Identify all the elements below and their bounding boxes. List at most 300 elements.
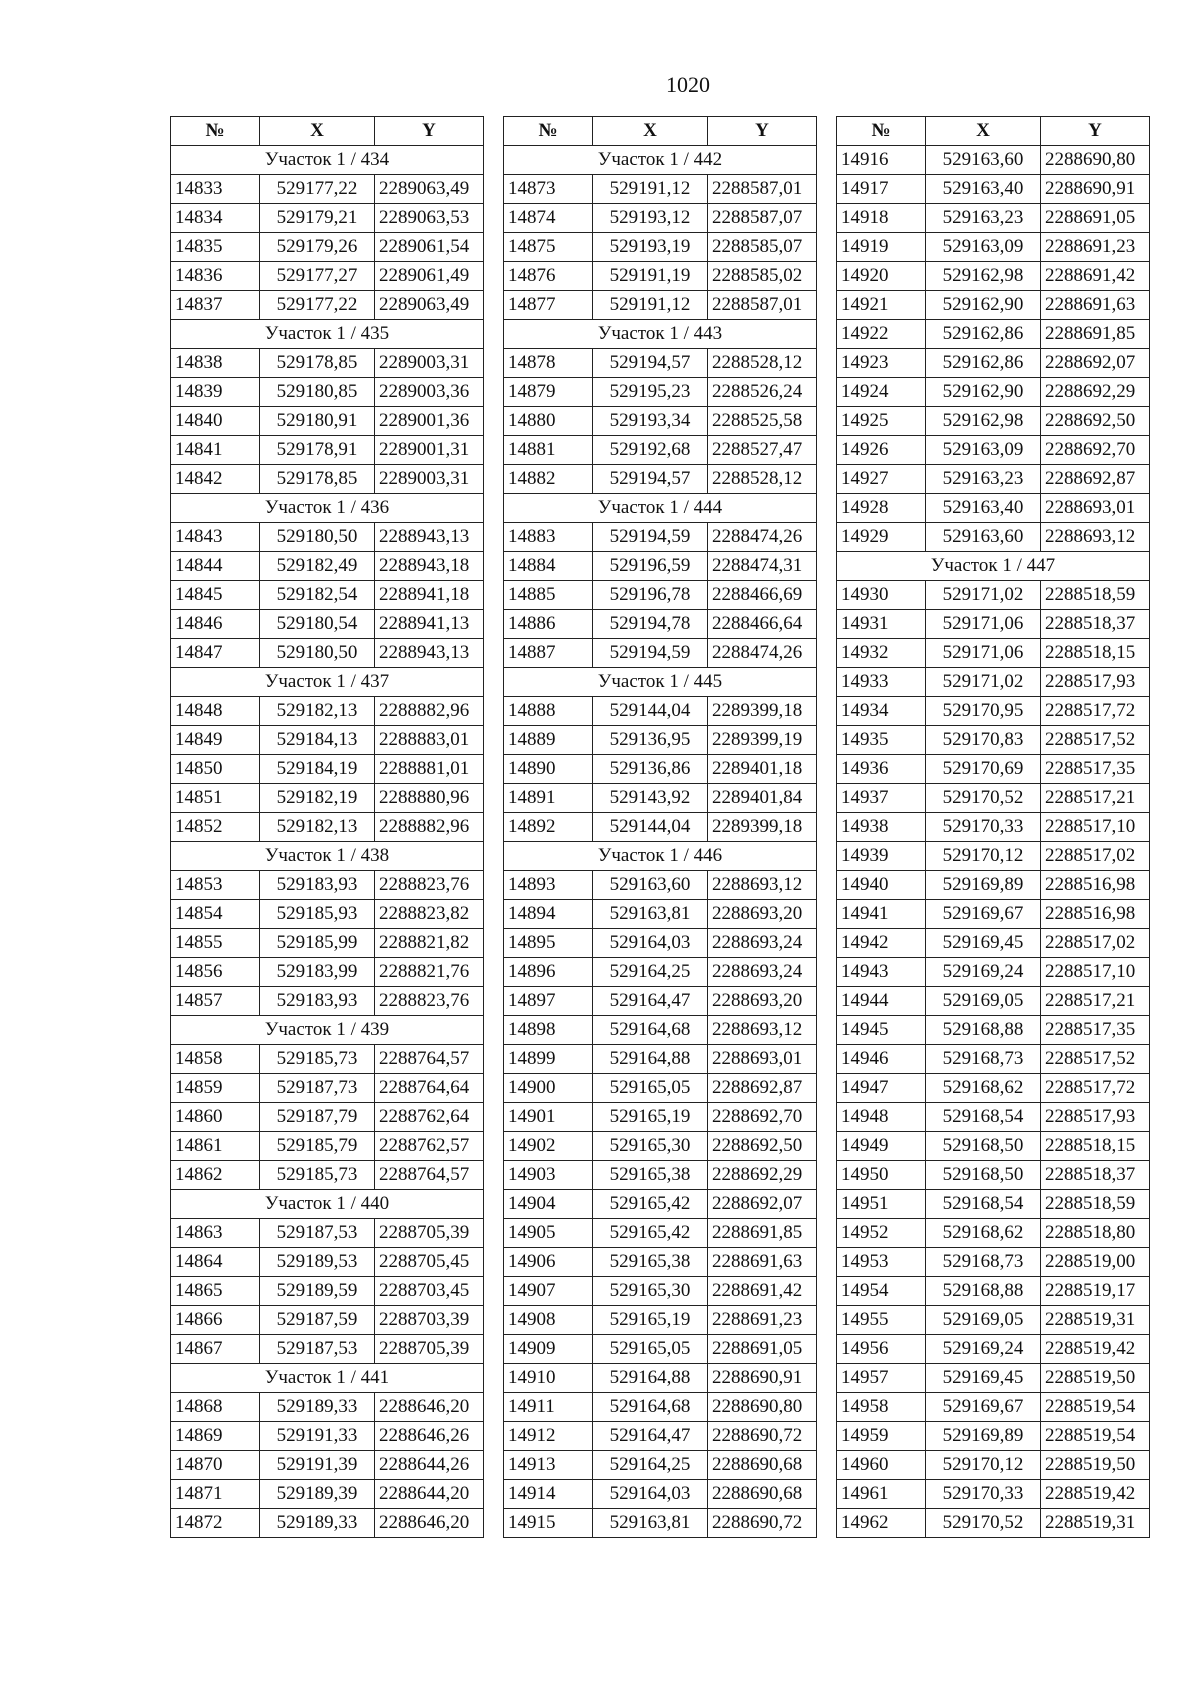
x-coordinate: 529169,05	[926, 987, 1041, 1016]
y-coordinate: 2288690,72	[708, 1422, 817, 1451]
x-coordinate: 529180,54	[260, 610, 375, 639]
x-coordinate: 529164,25	[593, 1451, 708, 1480]
point-number: 14897	[504, 987, 593, 1016]
x-coordinate: 529194,59	[593, 639, 708, 668]
table-row	[504, 1480, 817, 1509]
y-coordinate: 2289001,36	[375, 407, 484, 436]
y-coordinate: 2288690,80	[708, 1393, 817, 1422]
y-coordinate: 2288518,15	[1041, 639, 1150, 668]
section-title: Участок 1 / 434	[171, 146, 484, 175]
y-coordinate: 2288692,07	[708, 1190, 817, 1219]
section-row	[171, 146, 484, 175]
table-header-row	[504, 117, 817, 146]
x-coordinate: 529195,23	[593, 378, 708, 407]
table-row	[504, 813, 817, 842]
section-title: Участок 1 / 444	[504, 494, 817, 523]
y-coordinate: 2288519,54	[1041, 1393, 1150, 1422]
y-coordinate: 2288646,20	[375, 1509, 484, 1538]
x-coordinate: 529171,06	[926, 639, 1041, 668]
point-number: 14880	[504, 407, 593, 436]
y-coordinate: 2289003,31	[375, 349, 484, 378]
x-coordinate: 529182,13	[260, 697, 375, 726]
table-row	[171, 407, 484, 436]
x-coordinate: 529189,59	[260, 1277, 375, 1306]
table-row	[837, 1219, 1150, 1248]
x-coordinate: 529168,50	[926, 1132, 1041, 1161]
x-coordinate: 529196,59	[593, 552, 708, 581]
point-number: 14893	[504, 871, 593, 900]
y-coordinate: 2288692,87	[1041, 465, 1150, 494]
y-coordinate: 2288691,85	[708, 1219, 817, 1248]
x-coordinate: 529189,33	[260, 1393, 375, 1422]
y-coordinate: 2288941,18	[375, 581, 484, 610]
x-coordinate: 529194,59	[593, 523, 708, 552]
y-coordinate: 2288764,64	[375, 1074, 484, 1103]
point-number: 14939	[837, 842, 926, 871]
x-coordinate: 529169,89	[926, 871, 1041, 900]
section-title: Участок 1 / 436	[171, 494, 484, 523]
point-number: 14884	[504, 552, 593, 581]
y-coordinate: 2288517,21	[1041, 987, 1150, 1016]
table-row	[504, 1248, 817, 1277]
table-row	[837, 320, 1150, 349]
point-number: 14854	[171, 900, 260, 929]
point-number: 14875	[504, 233, 593, 262]
table-row	[504, 1103, 817, 1132]
point-number: 14905	[504, 1219, 593, 1248]
section-title: Участок 1 / 447	[837, 552, 1150, 581]
point-number: 14894	[504, 900, 593, 929]
table-header-row	[171, 117, 484, 146]
x-coordinate: 529180,91	[260, 407, 375, 436]
point-number: 14870	[171, 1451, 260, 1480]
point-number: 14876	[504, 262, 593, 291]
y-coordinate: 2288690,72	[708, 1509, 817, 1538]
y-coordinate: 2288519,50	[1041, 1451, 1150, 1480]
table-row	[171, 929, 484, 958]
table-row	[504, 1364, 817, 1393]
y-coordinate: 2288519,50	[1041, 1364, 1150, 1393]
x-coordinate: 529165,38	[593, 1161, 708, 1190]
y-coordinate: 2288941,13	[375, 610, 484, 639]
x-coordinate: 529163,60	[593, 871, 708, 900]
point-number: 14900	[504, 1074, 593, 1103]
table-row	[171, 726, 484, 755]
y-coordinate: 2288691,23	[1041, 233, 1150, 262]
y-coordinate: 2288762,64	[375, 1103, 484, 1132]
table-row	[171, 610, 484, 639]
point-number: 14859	[171, 1074, 260, 1103]
y-coordinate: 2288764,57	[375, 1045, 484, 1074]
point-number: 14918	[837, 204, 926, 233]
table-row	[171, 1335, 484, 1364]
y-coordinate: 2288519,00	[1041, 1248, 1150, 1277]
point-number: 14944	[837, 987, 926, 1016]
coordinates-table-1	[170, 116, 484, 1538]
y-coordinate: 2288705,45	[375, 1248, 484, 1277]
x-coordinate: 529185,79	[260, 1132, 375, 1161]
table-row	[504, 929, 817, 958]
table-row	[504, 610, 817, 639]
table-row	[837, 958, 1150, 987]
x-coordinate: 529164,03	[593, 929, 708, 958]
x-coordinate: 529165,30	[593, 1132, 708, 1161]
point-number: 14933	[837, 668, 926, 697]
point-number: 14883	[504, 523, 593, 552]
table-row	[171, 175, 484, 204]
point-number: 14873	[504, 175, 593, 204]
point-number: 14839	[171, 378, 260, 407]
point-number: 14912	[504, 1422, 593, 1451]
y-coordinate: 2288692,50	[1041, 407, 1150, 436]
table-row	[837, 1016, 1150, 1045]
section-row	[171, 1190, 484, 1219]
point-number: 14954	[837, 1277, 926, 1306]
point-number: 14843	[171, 523, 260, 552]
y-coordinate: 2288943,13	[375, 523, 484, 552]
point-number: 14940	[837, 871, 926, 900]
x-coordinate: 529196,78	[593, 581, 708, 610]
table-row	[504, 697, 817, 726]
table-row	[171, 987, 484, 1016]
table-row	[504, 784, 817, 813]
point-number: 14948	[837, 1103, 926, 1132]
y-coordinate: 2288690,68	[708, 1480, 817, 1509]
y-coordinate: 2288881,01	[375, 755, 484, 784]
point-number: 14845	[171, 581, 260, 610]
x-coordinate: 529168,54	[926, 1190, 1041, 1219]
y-coordinate: 2288690,91	[708, 1364, 817, 1393]
point-number: 14943	[837, 958, 926, 987]
table-row	[837, 407, 1150, 436]
point-number: 14892	[504, 813, 593, 842]
table-row	[504, 987, 817, 1016]
x-coordinate: 529163,40	[926, 175, 1041, 204]
section-title: Участок 1 / 440	[171, 1190, 484, 1219]
x-coordinate: 529191,12	[593, 175, 708, 204]
point-number: 14959	[837, 1422, 926, 1451]
x-coordinate: 529191,39	[260, 1451, 375, 1480]
y-coordinate: 2288519,54	[1041, 1422, 1150, 1451]
point-number: 14927	[837, 465, 926, 494]
y-coordinate: 2288693,20	[708, 987, 817, 1016]
x-coordinate: 529163,60	[926, 523, 1041, 552]
table-row	[837, 1422, 1150, 1451]
point-number: 14961	[837, 1480, 926, 1509]
y-coordinate: 2288517,02	[1041, 842, 1150, 871]
y-coordinate: 2288691,63	[708, 1248, 817, 1277]
table-row	[171, 784, 484, 813]
point-number: 14956	[837, 1335, 926, 1364]
table-row	[837, 639, 1150, 668]
table-row	[504, 1161, 817, 1190]
y-coordinate: 2288882,96	[375, 697, 484, 726]
table-row	[837, 349, 1150, 378]
point-number: 14898	[504, 1016, 593, 1045]
y-coordinate: 2288519,31	[1041, 1509, 1150, 1538]
table-row	[171, 1277, 484, 1306]
table-row	[171, 262, 484, 291]
table-row	[171, 349, 484, 378]
y-coordinate: 2288692,70	[1041, 436, 1150, 465]
y-coordinate: 2288882,96	[375, 813, 484, 842]
section-row	[504, 668, 817, 697]
page-number: 1020	[666, 72, 710, 97]
y-coordinate: 2288693,24	[708, 958, 817, 987]
y-coordinate: 2288690,80	[1041, 146, 1150, 175]
x-coordinate: 529183,99	[260, 958, 375, 987]
x-coordinate: 529182,19	[260, 784, 375, 813]
section-row	[504, 320, 817, 349]
point-number: 14924	[837, 378, 926, 407]
point-number: 14852	[171, 813, 260, 842]
x-coordinate: 529177,22	[260, 175, 375, 204]
point-number: 14858	[171, 1045, 260, 1074]
point-number: 14928	[837, 494, 926, 523]
table-row	[171, 1074, 484, 1103]
table-row	[504, 349, 817, 378]
point-number: 14962	[837, 1509, 926, 1538]
table-row	[504, 639, 817, 668]
y-coordinate: 2288823,82	[375, 900, 484, 929]
point-number: 14958	[837, 1393, 926, 1422]
y-coordinate: 2288519,42	[1041, 1480, 1150, 1509]
point-number: 14934	[837, 697, 926, 726]
section-title: Участок 1 / 442	[504, 146, 817, 175]
x-coordinate: 529182,54	[260, 581, 375, 610]
point-number: 14955	[837, 1306, 926, 1335]
y-coordinate: 2288585,02	[708, 262, 817, 291]
header-number: №	[837, 117, 926, 146]
y-coordinate: 2289063,49	[375, 291, 484, 320]
table-row	[837, 1393, 1150, 1422]
section-title: Участок 1 / 446	[504, 842, 817, 871]
x-coordinate: 529169,67	[926, 900, 1041, 929]
table-row	[504, 262, 817, 291]
y-coordinate: 2288517,93	[1041, 1103, 1150, 1132]
table-row	[504, 552, 817, 581]
table-row	[837, 726, 1150, 755]
point-number: 14915	[504, 1509, 593, 1538]
header-number: №	[504, 117, 593, 146]
section-row	[837, 552, 1150, 581]
x-coordinate: 529165,05	[593, 1074, 708, 1103]
x-coordinate: 529187,73	[260, 1074, 375, 1103]
x-coordinate: 529168,88	[926, 1277, 1041, 1306]
section-title: Участок 1 / 445	[504, 668, 817, 697]
x-coordinate: 529168,54	[926, 1103, 1041, 1132]
point-number: 14904	[504, 1190, 593, 1219]
point-number: 14938	[837, 813, 926, 842]
table-row	[837, 262, 1150, 291]
coordinates-table-2	[503, 116, 817, 1538]
x-coordinate: 529170,95	[926, 697, 1041, 726]
y-coordinate: 2288525,58	[708, 407, 817, 436]
table-row	[504, 1393, 817, 1422]
table-row	[171, 1306, 484, 1335]
x-coordinate: 529192,68	[593, 436, 708, 465]
y-coordinate: 2288690,68	[708, 1451, 817, 1480]
x-coordinate: 529177,22	[260, 291, 375, 320]
header-y: Y	[1041, 117, 1150, 146]
table-row	[171, 378, 484, 407]
point-number: 14942	[837, 929, 926, 958]
y-coordinate: 2288943,18	[375, 552, 484, 581]
point-number: 14889	[504, 726, 593, 755]
y-coordinate: 2288517,52	[1041, 1045, 1150, 1074]
table-row	[171, 523, 484, 552]
table-row	[837, 1190, 1150, 1219]
y-coordinate: 2288703,39	[375, 1306, 484, 1335]
point-number: 14937	[837, 784, 926, 813]
table-row	[504, 755, 817, 784]
y-coordinate: 2288587,01	[708, 175, 817, 204]
x-coordinate: 529170,33	[926, 813, 1041, 842]
y-coordinate: 2288692,87	[708, 1074, 817, 1103]
point-number: 14867	[171, 1335, 260, 1364]
table-row	[837, 1248, 1150, 1277]
y-coordinate: 2288518,59	[1041, 581, 1150, 610]
table-row	[837, 668, 1150, 697]
header-x: X	[593, 117, 708, 146]
x-coordinate: 529171,02	[926, 581, 1041, 610]
table-row	[171, 552, 484, 581]
y-coordinate: 2288691,42	[1041, 262, 1150, 291]
table-row	[837, 1161, 1150, 1190]
y-coordinate: 2288516,98	[1041, 900, 1150, 929]
x-coordinate: 529193,19	[593, 233, 708, 262]
x-coordinate: 529180,50	[260, 639, 375, 668]
point-number: 14891	[504, 784, 593, 813]
point-number: 14834	[171, 204, 260, 233]
x-coordinate: 529168,62	[926, 1219, 1041, 1248]
x-coordinate: 529189,39	[260, 1480, 375, 1509]
point-number: 14849	[171, 726, 260, 755]
point-number: 14836	[171, 262, 260, 291]
x-coordinate: 529185,73	[260, 1045, 375, 1074]
point-number: 14840	[171, 407, 260, 436]
y-coordinate: 2289063,49	[375, 175, 484, 204]
y-coordinate: 2288692,29	[708, 1161, 817, 1190]
point-number: 14847	[171, 639, 260, 668]
table-row	[837, 1103, 1150, 1132]
x-coordinate: 529164,03	[593, 1480, 708, 1509]
table-row	[504, 1335, 817, 1364]
section-title: Участок 1 / 437	[171, 668, 484, 697]
y-coordinate: 2288518,37	[1041, 1161, 1150, 1190]
point-number: 14871	[171, 1480, 260, 1509]
point-number: 14879	[504, 378, 593, 407]
x-coordinate: 529144,04	[593, 697, 708, 726]
table-row	[171, 813, 484, 842]
x-coordinate: 529169,24	[926, 1335, 1041, 1364]
y-coordinate: 2288646,20	[375, 1393, 484, 1422]
table-row	[504, 523, 817, 552]
x-coordinate: 529179,21	[260, 204, 375, 233]
table-row	[837, 610, 1150, 639]
table-row	[171, 1451, 484, 1480]
point-number: 14951	[837, 1190, 926, 1219]
point-number: 14844	[171, 552, 260, 581]
x-coordinate: 529165,38	[593, 1248, 708, 1277]
x-coordinate: 529191,19	[593, 262, 708, 291]
point-number: 14861	[171, 1132, 260, 1161]
y-coordinate: 2288646,26	[375, 1422, 484, 1451]
y-coordinate: 2289063,53	[375, 204, 484, 233]
point-number: 14923	[837, 349, 926, 378]
table-row	[504, 1509, 817, 1538]
point-number: 14866	[171, 1306, 260, 1335]
point-number: 14908	[504, 1306, 593, 1335]
point-number: 14877	[504, 291, 593, 320]
table-row	[837, 146, 1150, 175]
table-row	[837, 378, 1150, 407]
y-coordinate: 2288692,50	[708, 1132, 817, 1161]
y-coordinate: 2288823,76	[375, 871, 484, 900]
table-row	[837, 755, 1150, 784]
y-coordinate: 2288693,24	[708, 929, 817, 958]
x-coordinate: 529191,12	[593, 291, 708, 320]
y-coordinate: 2289061,49	[375, 262, 484, 291]
y-coordinate: 2288691,05	[708, 1335, 817, 1364]
table-row	[504, 291, 817, 320]
table-row	[504, 175, 817, 204]
point-number: 14842	[171, 465, 260, 494]
section-row	[504, 494, 817, 523]
table-row	[171, 1161, 484, 1190]
x-coordinate: 529193,12	[593, 204, 708, 233]
x-coordinate: 529168,62	[926, 1074, 1041, 1103]
point-number: 14945	[837, 1016, 926, 1045]
x-coordinate: 529187,79	[260, 1103, 375, 1132]
y-coordinate: 2288518,37	[1041, 610, 1150, 639]
x-coordinate: 529182,49	[260, 552, 375, 581]
x-coordinate: 529165,19	[593, 1306, 708, 1335]
table-row	[171, 291, 484, 320]
y-coordinate: 2288587,07	[708, 204, 817, 233]
x-coordinate: 529191,33	[260, 1422, 375, 1451]
x-coordinate: 529187,53	[260, 1335, 375, 1364]
x-coordinate: 529168,88	[926, 1016, 1041, 1045]
section-title: Участок 1 / 439	[171, 1016, 484, 1045]
x-coordinate: 529165,42	[593, 1190, 708, 1219]
x-coordinate: 529184,19	[260, 755, 375, 784]
point-number: 14863	[171, 1219, 260, 1248]
point-number: 14872	[171, 1509, 260, 1538]
table-row	[837, 929, 1150, 958]
point-number: 14837	[171, 291, 260, 320]
table-row	[171, 204, 484, 233]
y-coordinate: 2288517,93	[1041, 668, 1150, 697]
table-row	[171, 958, 484, 987]
table-row	[504, 871, 817, 900]
table-row	[837, 1045, 1150, 1074]
y-coordinate: 2288883,01	[375, 726, 484, 755]
y-coordinate: 2288644,20	[375, 1480, 484, 1509]
table-row	[504, 465, 817, 494]
y-coordinate: 2288692,70	[708, 1103, 817, 1132]
y-coordinate: 2288692,07	[1041, 349, 1150, 378]
point-number: 14902	[504, 1132, 593, 1161]
y-coordinate: 2288517,35	[1041, 755, 1150, 784]
table-row	[504, 233, 817, 262]
x-coordinate: 529163,60	[926, 146, 1041, 175]
x-coordinate: 529136,95	[593, 726, 708, 755]
y-coordinate: 2288691,23	[708, 1306, 817, 1335]
x-coordinate: 529163,81	[593, 900, 708, 929]
table-row	[837, 436, 1150, 465]
x-coordinate: 529177,27	[260, 262, 375, 291]
